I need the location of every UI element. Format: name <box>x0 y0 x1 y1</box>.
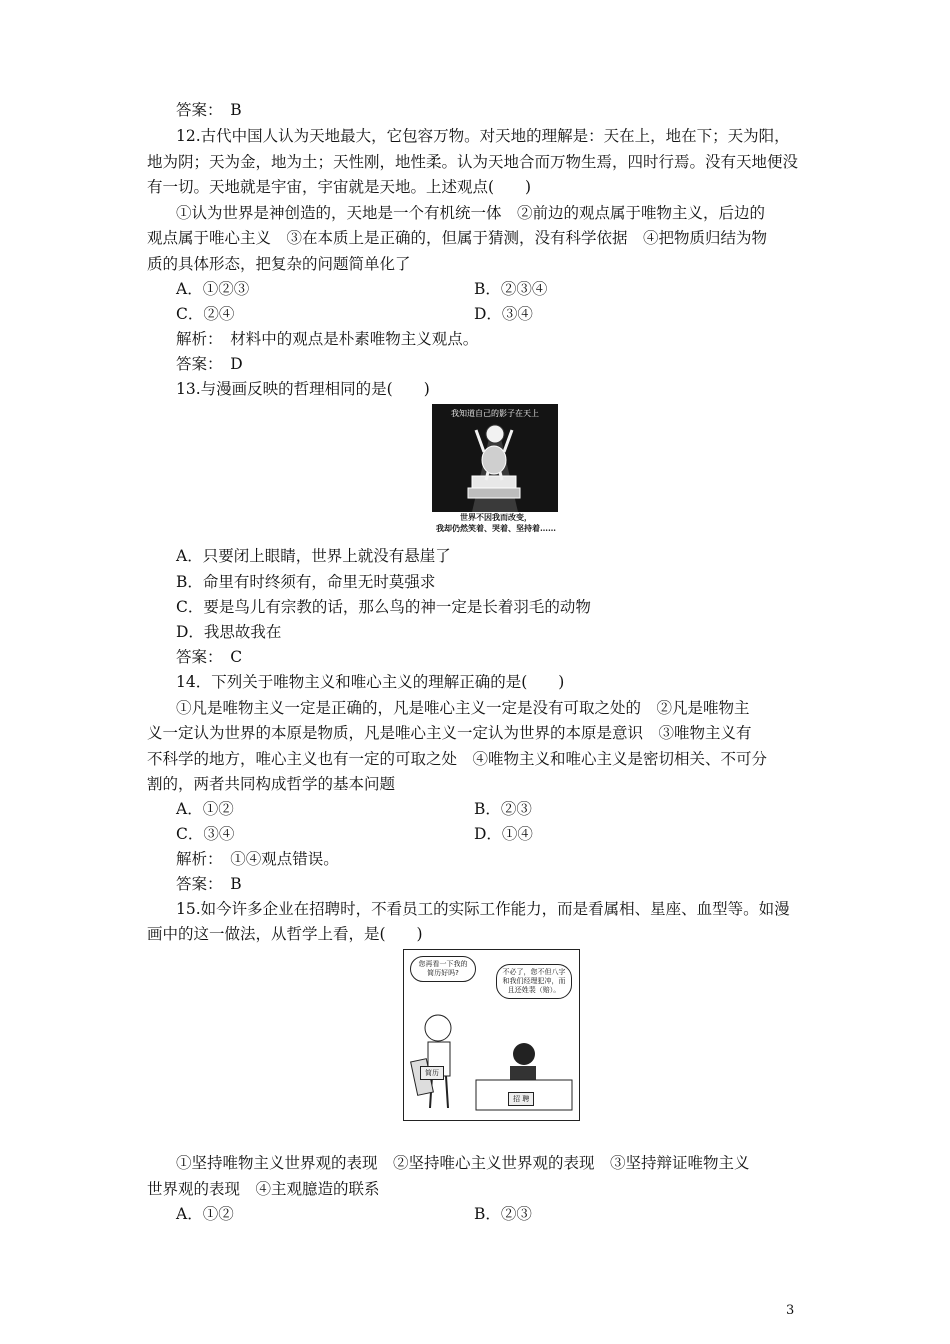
cartoon-figure-illustration <box>432 404 558 512</box>
q15-items-1: ①坚持唯物主义世界观的表现 ②坚持唯心主义世界观的表现 ③坚持辩证唯物主义 <box>176 1154 750 1172</box>
cartoon-caption-line-1: 世界不因我而改变， <box>460 512 532 522</box>
q14-items-3: 不科学的地方，唯心主义也有一定的可取之处 ④唯物主义和唯心主义是密切相关、不可分 <box>147 750 768 768</box>
q12-items-2: 观点属于唯心主义 ③在本质上是正确的，但属于猜测，没有科学依据 ④把物质归结为物 <box>147 229 768 247</box>
q12-option-d: D．③④ <box>474 305 533 323</box>
cartoon-shadow-in-sky <box>432 404 558 512</box>
q12-stem-1: 12.古代中国人认为天地最大，它包容万物。对天地的理解是：天在上，地在下；天为阳， <box>176 127 790 145</box>
speech-bubble-interviewer: 不必了，您不但八字和我们经理犯冲，而且还姓裴（赔）。 <box>496 964 572 999</box>
q15-option-a: A．①② <box>176 1205 234 1223</box>
q13-option-b: B．命里有时终须有，命里无时莫强求 <box>176 573 436 591</box>
q12-stem-3: 有一切。天地就是宇宙，宇宙就是天地。上述观点( ) <box>147 178 532 196</box>
q13-answer: 答案： C <box>176 648 243 666</box>
cartoon-recruitment <box>403 949 580 1121</box>
answer-11: 答案： B <box>176 101 242 119</box>
q13-stem: 13.与漫画反映的哲理相同的是( ) <box>176 380 430 398</box>
q15-stem-2: 画中的这一做法，从哲学上看，是( ) <box>147 925 423 943</box>
recruitment-desk-label: 招 聘 <box>508 1092 534 1106</box>
cartoon-people-illustration <box>404 950 579 1120</box>
cartoon-banner-text: 我知道自己的影子在天上 <box>451 409 539 418</box>
q12-answer: 答案： D <box>176 355 243 373</box>
q12-items-3: 质的具体形态，把复杂的问题简单化了 <box>147 255 411 273</box>
cartoon-caption <box>426 512 566 534</box>
q15-option-b: B．②③ <box>474 1205 532 1223</box>
q14-option-c: C．③④ <box>176 825 235 843</box>
q14-items-2: 义一定认为世界的本原是物质，凡是唯心主义一定认为世界的本原是意识 ③唯物主义有 <box>147 724 752 742</box>
q14-option-d: D．①④ <box>474 825 533 843</box>
q14-items-1: ①凡是唯物主义一定是正确的，凡是唯心主义一定是没有可取之处的 ②凡是唯物主 <box>176 699 750 717</box>
cartoon-caption-line-2: 我却仍然笑着、哭着、坚持着…… <box>436 523 556 533</box>
q12-option-a: A．①②③ <box>176 280 250 298</box>
q14-analysis: 解析： ①④观点错误。 <box>176 850 339 868</box>
q14-items-4: 割的，两者共同构成哲学的基本问题 <box>147 775 396 793</box>
page-number: 3 <box>786 1303 795 1318</box>
q14-stem: 14．下列关于唯物主义和唯心主义的理解正确的是( ) <box>176 673 565 691</box>
q14-option-b: B．②③ <box>474 800 532 818</box>
speech-bubble-applicant: 您再看一下我的简历好吗? <box>410 956 476 982</box>
q12-option-b: B．②③④ <box>474 280 548 298</box>
q13-option-a: A．只要闭上眼睛，世界上就没有悬崖了 <box>176 547 451 565</box>
resume-label: 简历 <box>420 1066 444 1080</box>
q14-answer: 答案： B <box>176 875 242 893</box>
q12-items-1: ①认为世界是神创造的，天地是一个有机统一体 ②前边的观点属于唯物主义，后边的 <box>176 204 766 222</box>
q13-option-d: D．我思故我在 <box>176 623 282 641</box>
q15-stem-1: 15.如今许多企业在招聘时，不看员工的实际工作能力，而是看属相、星座、血型等。如漫 <box>176 900 790 918</box>
q15-items-2: 世界观的表现 ④主观臆造的联系 <box>147 1180 380 1198</box>
q12-stem-2: 地为阴；天为金，地为土；天性刚，地性柔。认为天地合而万物生焉，四时行焉。没有天地便没 <box>147 153 799 171</box>
q14-option-a: A．①② <box>176 800 234 818</box>
q12-analysis: 解析： 材料中的观点是朴素唯物主义观点。 <box>176 330 479 348</box>
q13-option-c: C．要是鸟儿有宗教的话，那么鸟的神一定是长着羽毛的动物 <box>176 598 591 616</box>
q12-option-c: C．②④ <box>176 305 235 323</box>
